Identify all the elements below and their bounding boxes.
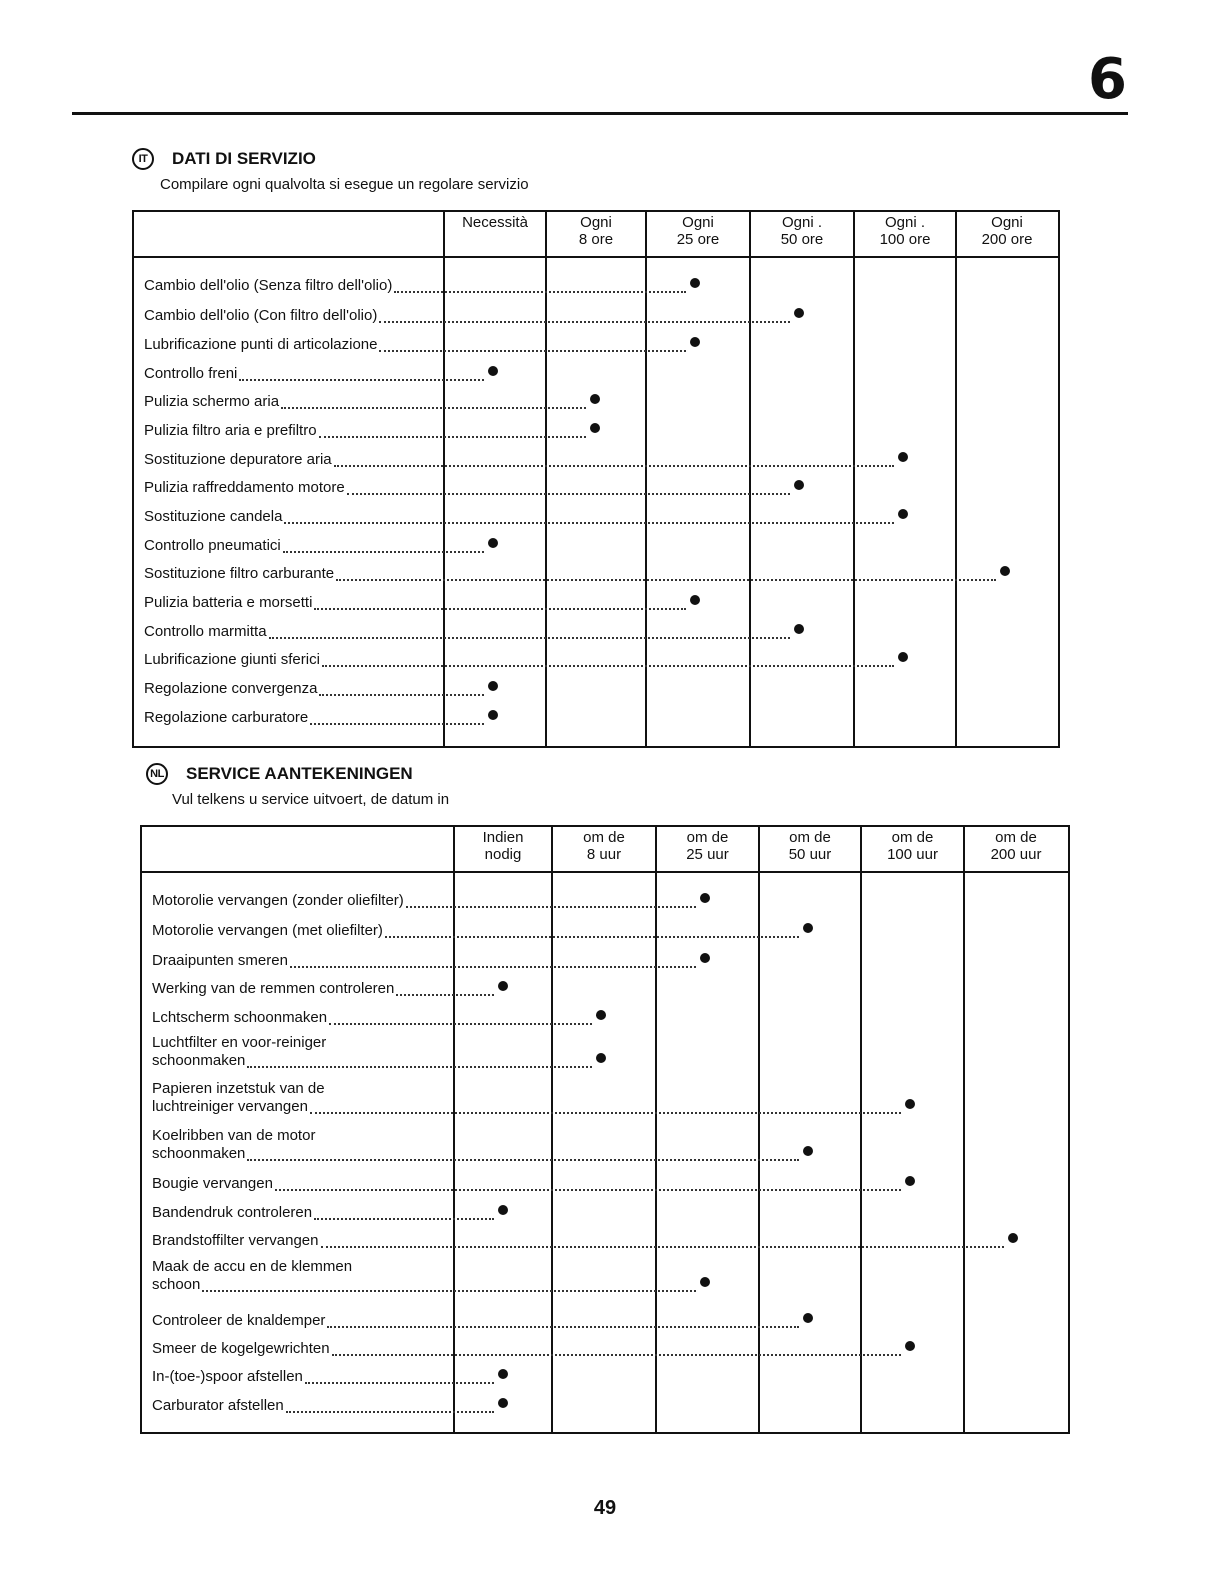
it-interval-bullet — [690, 595, 700, 605]
nl-interval-bullet — [596, 1053, 606, 1063]
it-task-label: Pulizia schermo aria — [144, 393, 280, 410]
it-task-label: Controllo pneumatici — [144, 537, 281, 554]
nl-task-label: Luchtfilter en voor-reiniger — [152, 1034, 327, 1051]
it-column-header-line2: 100 ore — [879, 231, 931, 248]
it-language-flag-icon: IT — [132, 148, 154, 170]
nl-column-header — [760, 829, 860, 863]
nl-column-header-line2: 50 uur — [788, 846, 832, 863]
nl-section-header — [146, 763, 413, 785]
it-leader-dots — [334, 465, 894, 467]
nl-leader-dots — [327, 1326, 799, 1328]
chapter-number: 6 — [1088, 47, 1127, 112]
it-leader-dots — [379, 350, 686, 352]
it-task-label: Regolazione carburatore — [144, 709, 309, 726]
it-interval-bullet — [590, 394, 600, 404]
it-column-header — [957, 214, 1057, 248]
nl-task-label: In-(toe-)spoor afstellen — [152, 1368, 303, 1385]
it-interval-bullet — [690, 278, 700, 288]
nl-language-flag-icon: NL — [146, 763, 168, 785]
nl-task-label: Papieren inzetstuk van de — [152, 1080, 325, 1097]
it-leader-dots — [314, 608, 686, 610]
nl-column-header-line2: 25 uur — [686, 846, 729, 863]
nl-leader-dots — [290, 966, 696, 968]
it-interval-bullet — [488, 366, 498, 376]
nl-leader-dots — [329, 1023, 592, 1025]
nl-interval-bullet — [498, 1205, 508, 1215]
nl-service-table — [140, 825, 1070, 1434]
it-task-label: Sostituzione filtro carburante — [144, 565, 335, 582]
nl-leader-dots — [202, 1290, 696, 1292]
nl-leader-dots — [275, 1189, 901, 1191]
nl-column-divider — [655, 827, 657, 1432]
nl-interval-bullet — [498, 981, 508, 991]
it-task-label: Pulizia batteria e morsetti — [144, 594, 313, 611]
nl-task-label: Koelribben van de motor — [152, 1127, 316, 1144]
nl-column-header-line2: nodig — [484, 846, 522, 863]
nl-interval-bullet — [596, 1010, 606, 1020]
nl-task-label: Smeer de kogelgewrichten — [152, 1340, 330, 1357]
nl-leader-dots — [396, 994, 494, 996]
it-column-header-line1: Ogni . — [781, 214, 823, 231]
it-leader-dots — [239, 379, 484, 381]
nl-column-header-line1: om de — [686, 829, 729, 846]
it-service-table — [132, 210, 1060, 748]
it-column-header-line1: Ogni — [682, 214, 714, 231]
it-interval-bullet — [898, 452, 908, 462]
nl-task-label-cont: schoonmaken — [152, 1145, 246, 1162]
it-task-label: Cambio dell'olio (Senza filtro dell'olio) — [144, 277, 393, 294]
nl-column-divider — [963, 827, 965, 1432]
nl-column-header — [657, 829, 758, 863]
it-leader-dots — [336, 579, 996, 581]
nl-interval-bullet — [498, 1398, 508, 1408]
nl-section-subtitle: Vul telkens u service uitvoert, de datum in — [172, 791, 450, 808]
nl-leader-dots — [385, 936, 799, 938]
it-column-divider — [955, 212, 957, 746]
nl-leader-dots — [406, 906, 696, 908]
nl-column-header-line2: 100 uur — [887, 846, 938, 863]
it-task-label: Sostituzione depuratore aria — [144, 451, 332, 468]
it-column-header-line2: 200 ore — [981, 231, 1033, 248]
nl-leader-dots — [314, 1218, 494, 1220]
it-interval-bullet — [1000, 566, 1010, 576]
it-leader-dots — [269, 637, 790, 639]
nl-column-header-line1: Indien — [482, 829, 524, 846]
nl-task-label-cont: schoonmaken — [152, 1052, 246, 1069]
it-leader-dots — [319, 436, 586, 438]
it-column-header — [751, 214, 853, 248]
it-column-header-line2: 8 ore — [578, 231, 614, 248]
nl-interval-bullet — [700, 953, 710, 963]
nl-interval-bullet — [498, 1369, 508, 1379]
it-section-title: DATI DI SERVIZIO — [172, 149, 316, 168]
nl-task-label: Bandendruk controleren — [152, 1204, 313, 1221]
nl-interval-bullet — [700, 893, 710, 903]
nl-interval-bullet — [905, 1099, 915, 1109]
it-leader-dots — [394, 291, 686, 293]
nl-column-header-line1: om de — [789, 829, 831, 846]
it-interval-bullet — [488, 538, 498, 548]
nl-column-divider — [860, 827, 862, 1432]
nl-column-header — [553, 829, 655, 863]
it-header-divider — [134, 256, 1058, 258]
it-interval-bullet — [898, 509, 908, 519]
it-task-label: Pulizia raffreddamento motore — [144, 479, 345, 496]
nl-header-divider — [142, 871, 1068, 873]
nl-interval-bullet — [905, 1341, 915, 1351]
nl-task-label: Bougie vervangen — [152, 1175, 273, 1192]
nl-column-header — [862, 829, 963, 863]
it-column-header-line1: Ogni . — [884, 214, 926, 231]
nl-column-header — [965, 829, 1067, 863]
it-interval-bullet — [488, 710, 498, 720]
nl-task-label: Carburator afstellen — [152, 1397, 284, 1414]
nl-leader-dots — [247, 1066, 592, 1068]
nl-leader-dots — [321, 1246, 1004, 1248]
it-column-header — [445, 214, 545, 231]
it-task-label: Controllo freni — [144, 365, 238, 382]
it-column-header-line1: Ogni — [991, 214, 1023, 231]
it-column-header-line2: 25 ore — [676, 231, 720, 248]
nl-column-header-line2: 200 uur — [990, 846, 1042, 863]
nl-task-label: Maak de accu en de klemmen — [152, 1258, 353, 1275]
nl-column-header-line1: om de — [583, 829, 625, 846]
header-rule — [72, 112, 1128, 115]
it-leader-dots — [319, 694, 484, 696]
it-column-header-line1: Ogni — [580, 214, 612, 231]
nl-leader-dots — [332, 1354, 901, 1356]
nl-leader-dots — [247, 1159, 799, 1161]
nl-column-header — [455, 829, 551, 863]
nl-task-label: Motorolie vervangen (zonder oliefilter) — [152, 892, 404, 909]
nl-task-label-cont: schoon — [152, 1276, 201, 1293]
it-interval-bullet — [794, 308, 804, 318]
it-leader-dots — [281, 407, 586, 409]
it-task-label: Cambio dell'olio (Con filtro dell'olio) — [144, 307, 378, 324]
it-column-header-line1: Necessità — [462, 214, 528, 231]
it-interval-bullet — [690, 337, 700, 347]
nl-task-label: Controleer de knaldemper — [152, 1312, 326, 1329]
nl-column-divider — [758, 827, 760, 1432]
nl-column-header-line1: om de — [891, 829, 934, 846]
it-leader-dots — [284, 522, 894, 524]
nl-column-header-line1: om de — [995, 829, 1037, 846]
nl-column-divider — [551, 827, 553, 1432]
nl-column-divider — [453, 827, 455, 1432]
nl-task-label: Brandstoffilter vervangen — [152, 1232, 319, 1249]
it-interval-bullet — [590, 423, 600, 433]
it-column-header-line2: 50 ore — [780, 231, 824, 248]
it-interval-bullet — [794, 480, 804, 490]
it-task-label: Pulizia filtro aria e prefiltro — [144, 422, 317, 439]
it-interval-bullet — [488, 681, 498, 691]
it-leader-dots — [379, 321, 790, 323]
page-number: 49 — [593, 1497, 617, 1519]
nl-task-label: Werking van de remmen controleren — [152, 980, 395, 997]
it-task-label: Controllo marmitta — [144, 623, 267, 640]
nl-leader-dots — [286, 1411, 494, 1413]
it-task-label: Lubrificazione giunti sferici — [144, 651, 320, 668]
nl-task-label: Draaipunten smeren — [152, 952, 288, 969]
it-leader-dots — [283, 551, 484, 553]
it-column-header — [855, 214, 955, 248]
it-leader-dots — [310, 723, 484, 725]
nl-task-label: Lchtscherm schoonmaken — [152, 1009, 328, 1026]
it-task-label: Lubrificazione punti di articolazione — [144, 336, 378, 353]
nl-interval-bullet — [1008, 1233, 1018, 1243]
nl-column-header-line2: 8 uur — [586, 846, 622, 863]
nl-interval-bullet — [905, 1176, 915, 1186]
nl-section-title: SERVICE AANTEKENINGEN — [186, 764, 413, 783]
it-section-header — [132, 148, 316, 170]
it-column-header — [547, 214, 645, 248]
nl-interval-bullet — [803, 1146, 813, 1156]
nl-task-label: Motorolie vervangen (met oliefilter) — [152, 922, 383, 939]
it-leader-dots — [322, 665, 894, 667]
nl-interval-bullet — [700, 1277, 710, 1287]
it-task-label: Sostituzione candela — [144, 508, 283, 525]
nl-interval-bullet — [803, 923, 813, 933]
it-column-header — [647, 214, 749, 248]
it-interval-bullet — [794, 624, 804, 634]
it-leader-dots — [347, 493, 790, 495]
it-interval-bullet — [898, 652, 908, 662]
it-section-subtitle: Compilare ogni qualvolta si esegue un regolare servizio — [160, 176, 529, 193]
nl-interval-bullet — [803, 1313, 813, 1323]
nl-leader-dots — [305, 1382, 494, 1384]
it-task-label: Regolazione convergenza — [144, 680, 318, 697]
nl-task-label-cont: luchtreiniger vervangen — [152, 1098, 308, 1115]
nl-leader-dots — [310, 1112, 901, 1114]
